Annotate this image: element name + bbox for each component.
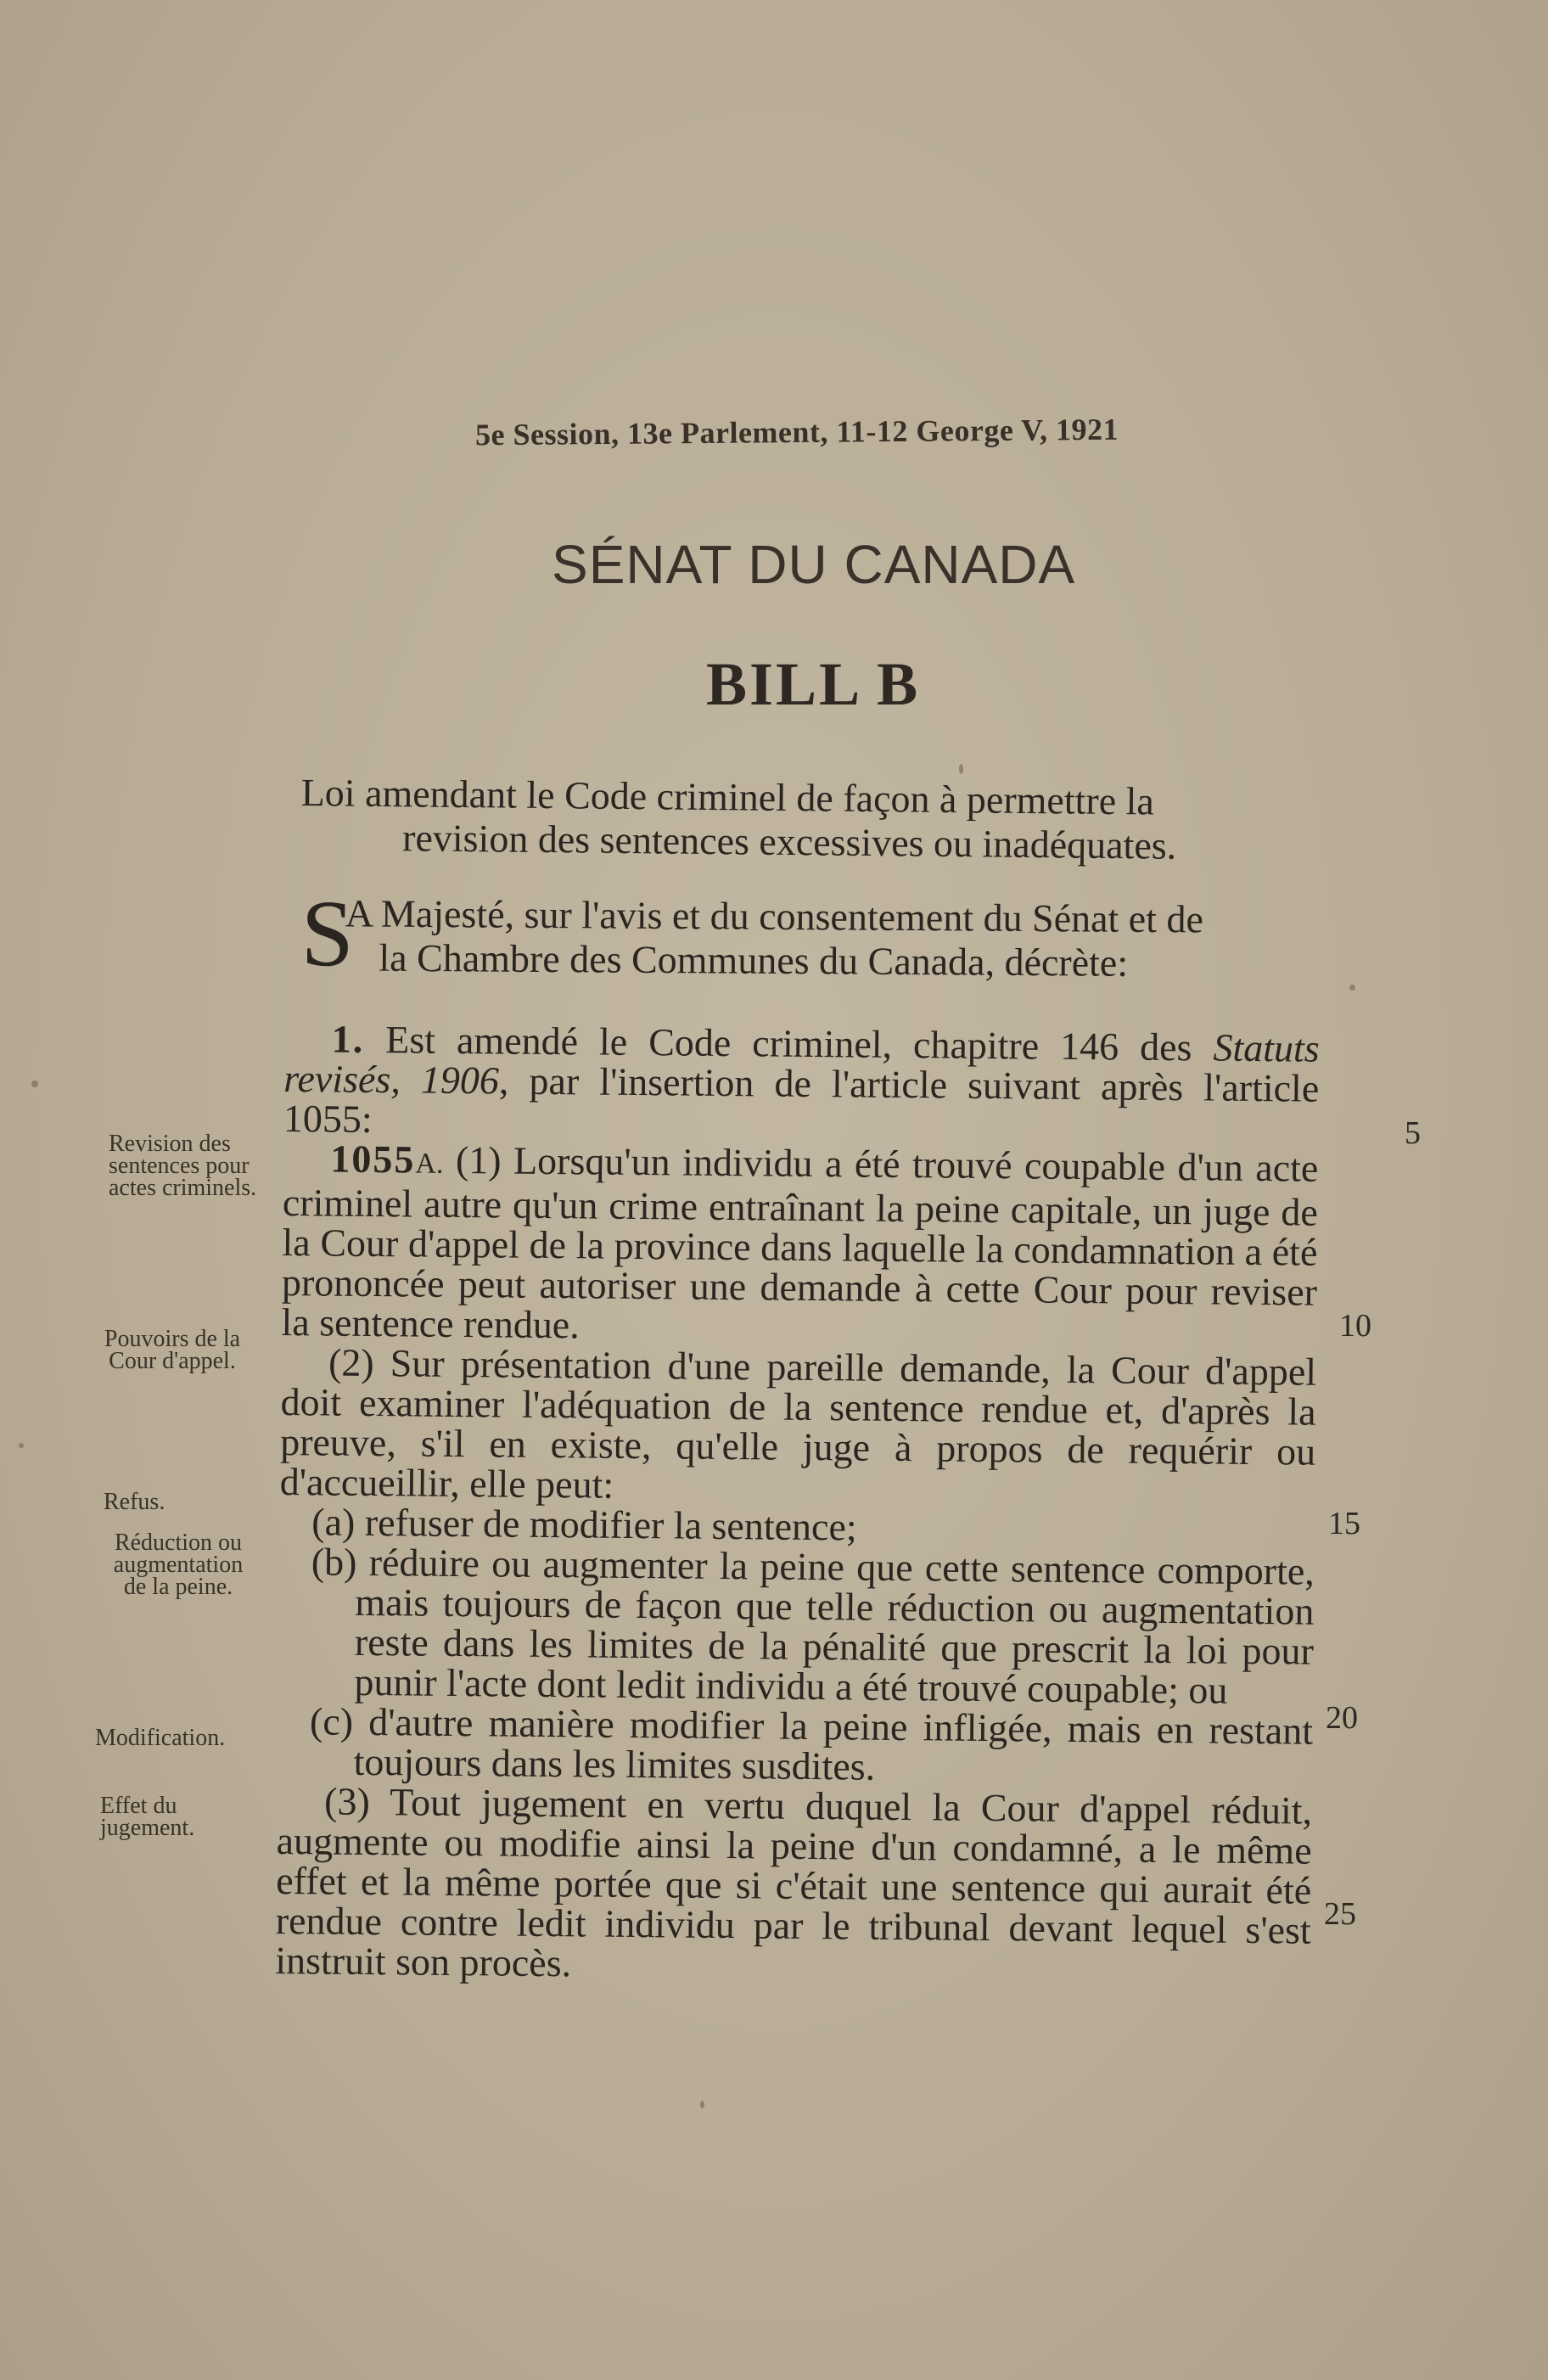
bill-title: BILL B (706, 650, 921, 718)
session-header: 5e Session, 13e Parlement, 11-12 George V, 1921 (474, 412, 1119, 452)
enacting-clause (300, 881, 1204, 987)
line-number-25: 25 (1324, 1896, 1356, 1932)
article-suffix: A. (415, 1148, 444, 1180)
enacting-line-1: A Majesté, sur l'avis et du consentement du Sénat et de (345, 891, 1204, 941)
clause-b: (b) réduire ou augmenter la peine que cette sentence comporte, mais toujours de façon que telle réduction ou augmentation reste dans les limites de la pénalité que prescrit la loi pour punir l'acte dont ledit individu a été trouvé coupable; ou (311, 1540, 1315, 1712)
article-1055a-para-2: (2) Sur présentation d'une pareille demande, la Cour d'appel doit examiner l'adéquation de la sentence rendue et, d'après la preuve, s'il en existe, qu'elle juge à propos de requérir ou d'accueillir, elle peut: (279, 1340, 1317, 1507)
bill-long-title (300, 771, 1177, 868)
article-para-1-text: (1) Lorsqu'un individu a été trouvé coupable d'un acte criminel autre qu'un crime entraînant la peine capitale, un juge de la Cour d'appel de la province dans laquelle la condamnation a été prononcée peut autoriser une demande à cette Cour pour reviser la sentence rendue. (281, 1137, 1319, 1347)
section-1-text: Est amendé le Code criminel, chapitre 146 des (364, 1017, 1214, 1069)
margin-note-refus: Refus. (104, 1489, 165, 1515)
bill-body (275, 1019, 1320, 1990)
paper-speck (19, 1443, 24, 1448)
statutes-reference: Statuts revisés, 1906 (283, 1025, 1320, 1103)
paper-speck (31, 1081, 38, 1087)
article-1055a-para-3: (3) Tout jugement en vertu duquel la Cour d'appel réduit, augmente ou modifie ainsi la peine d'un condamné, a le même effet et la même portée que si c'était une sentence qui aurait été rendue contre ledit individu par le tribunal devant lequel s'est instruit son procès. (275, 1779, 1313, 1985)
paper-speck (1349, 985, 1355, 991)
bill-long-title-line-2: revision des sentences excessives ou inadéquates. (401, 816, 1177, 867)
line-number-10: 10 (1339, 1308, 1371, 1344)
section-1 (283, 1019, 1320, 1148)
line-number-5: 5 (1405, 1115, 1421, 1151)
line-number-20: 20 (1326, 1700, 1358, 1736)
margin-note-revision: Revision des sentences pour actes criminels. (109, 1131, 257, 1201)
section-number: 1. (331, 1017, 365, 1061)
paper-speck (700, 2101, 704, 2108)
bill-long-title-line-1: Loi amendant le Code criminel de façon à permettre la (300, 771, 1155, 823)
senate-heading: SÉNAT DU CANADA (552, 534, 1076, 595)
margin-note-reduction: Réduction ou augmentation de la peine. (113, 1530, 244, 1600)
article-number: 1055 (330, 1137, 416, 1182)
paper-speck (959, 764, 963, 774)
margin-note-pouvoirs: Pouvoirs de la Cour d'appel. (104, 1326, 241, 1374)
enacting-line-2: la Chambre des Communes du Canada, décrète: (379, 935, 1129, 985)
line-number-15: 15 (1328, 1506, 1360, 1541)
section-1-text-end: , par l'insertion de l'article suivant après l'article 1055: (283, 1058, 1320, 1141)
margin-note-effet: Effet du jugement. (100, 1793, 195, 1841)
article-1055a-para-1 (281, 1138, 1318, 1352)
clause-c: (c) d'autre manière modifier la peine infligée, mais en restant toujours dans les limites susdites. (309, 1699, 1314, 1788)
margin-note-modification: Modification. (95, 1725, 226, 1751)
clause-a: (a) refuser de modifier la sentence; (311, 1500, 857, 1549)
drop-cap: S (300, 881, 355, 987)
